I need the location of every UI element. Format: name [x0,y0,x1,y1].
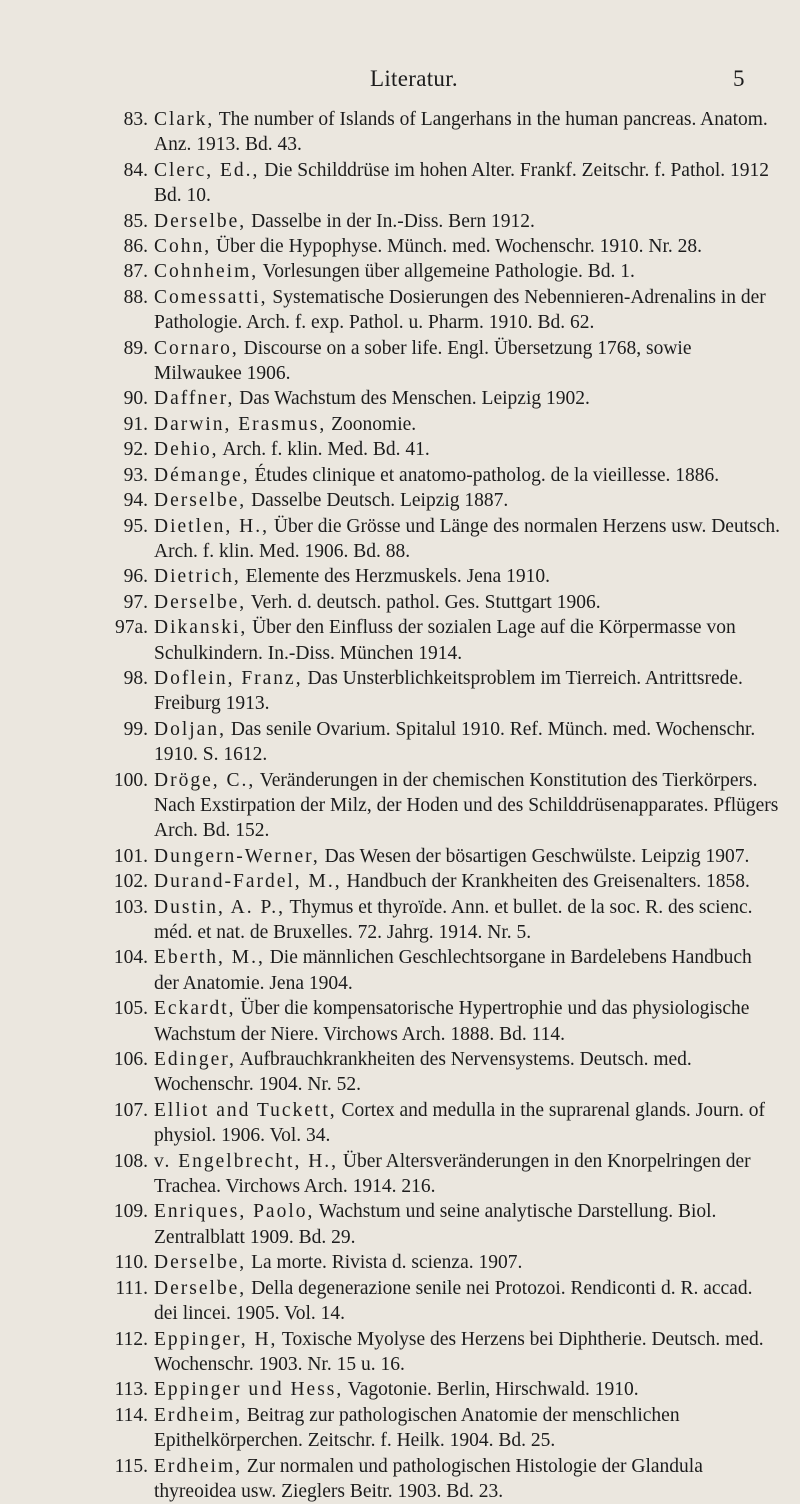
reference-text [154,895,780,946]
reference-author: Dikanski, [154,617,248,639]
reference-author: Erdheim, [154,1455,243,1477]
reference-entry [96,259,780,284]
reference-entry [96,869,780,894]
reference-number: 115. [114,1455,148,1477]
reference-citation: Zoonomie. [326,413,417,435]
reference-entry [96,1149,780,1200]
reference-text [154,717,780,768]
running-title: Literatur. [370,66,458,91]
reference-citation: Systematische Dosierungen des Nebennieren-Adrenalins in der Pathologie. Arch. f. exp. Pathol. u. Pharm. 1910. Bd. 62. [154,286,766,334]
reference-citation: Über Altersveränderungen in den Knorpelringen der Trachea. Virchows Arch. 1914. 216. [154,1150,751,1198]
reference-number: 112. [114,1328,148,1350]
reference-citation: Thymus et thyroïde. Ann. et bullet. de la soc. R. des scienc. méd. et nat. de Bruxelles. 72. Jahrg. 1914. Nr. 5. [154,896,753,943]
reference-number: 108. [113,1150,148,1172]
reference-number: 88. [123,286,148,308]
reference-number: 87. [123,261,148,283]
reference-author: Dröge, C., [154,769,256,791]
reference-text [154,209,780,234]
reference-entry [96,107,780,158]
reference-author: Derselbe, [154,1277,247,1299]
reference-author: Dietlen, H., [154,515,269,537]
reference-text [154,107,780,158]
reference-author: Eberth, M., [154,947,265,969]
reference-citation: Über die Grösse und Länge des normalen Herzens usw. Deutsch. Arch. f. klin. Med. 1906. Bd. 88. [154,515,780,562]
reference-entry [96,717,780,768]
reference-number: 103. [113,896,148,918]
reference-citation: Das Wachstum des Menschen. Leipzig 1902. [234,388,590,410]
reference-number: 97. [123,591,148,613]
reference-citation: Über die kompensatorische Hypertrophie und das physiologische Wachstum der Niere. Virchows Arch. 1888. Bd. 114. [154,998,750,1045]
reference-entry [96,412,780,437]
reference-author: Elliot and Tuckett, [154,1099,337,1121]
reference-entry [96,895,780,946]
reference-author: Enriques, Paolo, [154,1201,315,1223]
reference-author: Doljan, [154,718,226,740]
reference-citation: La morte. Rivista d. scienza. 1907. [246,1252,523,1274]
reference-number: 95. [123,515,148,537]
reference-text [154,945,780,996]
reference-entry [96,234,780,259]
reference-entry [96,615,780,666]
reference-citation: Zur normalen und pathologischen Histologie der Glandula thyreoidea usw. Zieglers Beitr. 1903. Bd. 23. [154,1455,703,1502]
reference-author: Derselbe, [154,210,247,232]
reference-number: 94. [123,490,148,512]
reference-text [154,1149,780,1200]
reference-author: Cohnheim, [154,261,259,283]
reference-number: 92. [123,439,148,461]
reference-entry [96,1327,780,1378]
reference-number: 85. [123,210,148,232]
reference-text [154,1199,780,1250]
reference-number: 107. [113,1099,148,1121]
reference-entry [96,285,780,336]
reference-entry [96,1377,780,1402]
reference-citation: Wachstum und seine analytische Darstellung. Biol. Zentralblatt 1909. Bd. 29. [154,1201,717,1248]
reference-number: 84. [123,159,148,181]
reference-entry [96,590,780,615]
reference-number: 89. [123,337,148,359]
reference-entry [96,1276,780,1327]
reference-author: Eppinger und Hess, [154,1379,344,1401]
reference-entry [96,1454,780,1504]
reference-citation: Über die Hypophyse. Münch. med. Wochenschr. 1910. Nr. 28. [211,236,703,258]
reference-text [154,1276,780,1327]
reference-citation: Cortex and medulla in the suprarenal glands. Journ. of physiol. 1906. Vol. 34. [154,1099,765,1147]
reference-text [154,463,780,488]
reference-author: Derselbe, [154,591,247,613]
reference-number: 91. [123,413,148,435]
reference-author: Edinger, [154,1049,236,1071]
reference-citation: Discourse on a sober life. Engl. Übersetzung 1768, sowie Milwaukee 1906. [154,337,692,385]
reference-number: 109. [113,1201,148,1223]
reference-entry [96,768,780,844]
reference-author: Démange, [154,464,250,486]
page-number: 5 [733,66,745,91]
reference-citation: Arch. f. klin. Med. Bd. 41. [218,439,430,461]
reference-text [154,996,780,1047]
reference-text [154,158,780,209]
reference-number: 90. [123,388,148,410]
reference-text [154,615,780,666]
reference-number: 101. [113,845,148,867]
reference-entry [96,1047,780,1098]
reference-text [154,666,780,717]
reference-number: 111. [115,1277,148,1299]
reference-entry [96,463,780,488]
reference-number: 114. [114,1404,148,1426]
reference-text [154,1098,780,1149]
reference-number: 104. [113,947,148,969]
reference-text [154,869,780,894]
reference-author: Cornaro, [154,337,239,359]
reference-text [154,259,780,284]
reference-author: Dietrich, [154,566,241,588]
reference-text [154,1047,780,1098]
reference-entry [96,336,780,387]
reference-entry [96,386,780,411]
reference-text [154,488,780,513]
reference-author: Dungern-Werner, [154,845,320,867]
reference-text [154,1327,780,1378]
reference-author: Doflein, Franz, [154,667,303,689]
reference-citation: Das senile Ovarium. Spitalul 1910. Ref. Münch. med. Wochenschr. 1910. S. 1612. [154,718,756,766]
page-header [0,66,800,96]
reference-text [154,590,780,615]
reference-text [154,1403,780,1454]
reference-citation: Über den Einfluss der sozialen Lage auf die Körpermasse von Schulkindern. In.-Diss. München 1914. [154,617,736,664]
reference-text [154,514,780,565]
reference-number: 83. [123,109,148,130]
reference-author: Comessatti, [154,286,268,308]
reference-number: 96. [123,566,148,588]
reference-author: Cohn, [154,236,212,258]
reference-author: Derselbe, [154,490,247,512]
reference-entry [96,1199,780,1250]
reference-text [154,234,780,259]
reference-citation: Vorlesungen über allgemeine Pathologie. Bd. 1. [258,261,635,283]
reference-number: 105. [113,998,148,1020]
reference-author: v. Engelbrecht, H., [154,1150,339,1172]
reference-citation: Toxische Myolyse des Herzens bei Diphtherie. Deutsch. med. Wochenschr. 1903. Nr. 15 u. 16. [154,1328,764,1375]
reference-list [96,107,780,1504]
reference-author: Eppinger, H, [154,1328,278,1350]
reference-author: Dustin, A. P., [154,896,285,918]
reference-citation: The number of Islands of Langerhans in the human pancreas. Anatom. Anz. 1913. Bd. 43. [154,109,768,156]
reference-citation: Beitrag zur pathologischen Anatomie der menschlichen Epithelkörperchen. Zeitschr. f. Heilk. 1904. Bd. 25. [154,1404,680,1452]
reference-author: Daffner, [154,388,235,410]
reference-citation: Das Wesen der bösartigen Geschwülste. Leipzig 1907. [319,845,750,867]
reference-entry [96,996,780,1047]
reference-author: Erdheim, [154,1404,243,1426]
reference-number: 110. [114,1252,148,1274]
reference-citation: Veränderungen in der chemischen Konstitution des Tierkörpers. Nach Exstirpation der Milz, der Hoden und des Schilddrüsenapparates. Pflügers Arch. Bd. 152. [154,769,779,842]
reference-text [154,1454,780,1504]
reference-author: Dehio, [154,439,219,461]
reference-text [154,564,780,589]
reference-number: 100. [113,769,148,791]
reference-text [154,1377,780,1402]
reference-number: 97a. [114,617,148,639]
reference-author: Derselbe, [154,1252,247,1274]
reference-citation: Vagotonie. Berlin, Hirschwald. 1910. [343,1379,639,1401]
reference-entry [96,1250,780,1275]
reference-entry [96,945,780,996]
reference-text [154,285,780,336]
reference-entry [96,666,780,717]
reference-entry [96,209,780,234]
reference-text [154,437,780,462]
reference-entry [96,564,780,589]
reference-text [154,386,780,411]
reference-entry [96,437,780,462]
reference-text [154,1250,780,1275]
reference-citation: Della degenerazione senile nei Protozoi. Rendiconti d. R. accad. dei lincei. 1905. Vol. 14. [154,1277,753,1325]
reference-citation: Elemente des Herzmuskels. Jena 1910. [240,566,550,588]
reference-citation: Die männlichen Geschlechtsorgane in Bardelebens Handbuch der Anatomie. Jena 1904. [154,947,752,994]
reference-text [154,412,780,437]
reference-citation: Aufbrauchkrankheiten des Nervensystems. Deutsch. med. Wochenschr. 1904. Nr. 52. [154,1049,692,1096]
reference-citation: Dasselbe Deutsch. Leipzig 1887. [246,490,509,512]
reference-citation: Handbuch der Krankheiten des Greisenalters. 1858. [341,871,750,893]
reference-text [154,768,780,844]
reference-text [154,336,780,387]
reference-number: 102. [113,871,148,893]
reference-entry [96,844,780,869]
reference-citation: Dasselbe in der In.-Diss. Bern 1912. [246,210,535,232]
reference-entry [96,158,780,209]
reference-entry [96,488,780,513]
reference-entry [96,514,780,565]
reference-author: Eckardt, [154,998,236,1020]
reference-number: 99. [123,718,148,740]
reference-citation: Verh. d. deutsch. pathol. Ges. Stuttgart 1906. [246,591,601,613]
reference-citation: Die Schilddrüse im hohen Alter. Frankf. Zeitschr. f. Pathol. 1912 Bd. 10. [154,159,770,207]
reference-number: 86. [123,236,148,258]
reference-author: Clerc, Ed., [154,159,260,181]
reference-number: 98. [123,667,148,689]
reference-number: 113. [114,1379,148,1401]
reference-citation: Études clinique et anatomo-patholog. de la vieillesse. 1886. [249,464,720,486]
reference-citation: Das Unsterblichkeitsproblem im Tierreich. Antrittsrede. Freiburg 1913. [154,667,743,715]
reference-number: 106. [113,1049,148,1071]
reference-number: 93. [123,464,148,486]
reference-entry [96,1098,780,1149]
reference-entry [96,1403,780,1454]
reference-author: Durand-Fardel, M., [154,871,342,893]
reference-text [154,844,780,869]
reference-author: Clark, [154,109,215,130]
reference-author: Darwin, Erasmus, [154,413,327,435]
